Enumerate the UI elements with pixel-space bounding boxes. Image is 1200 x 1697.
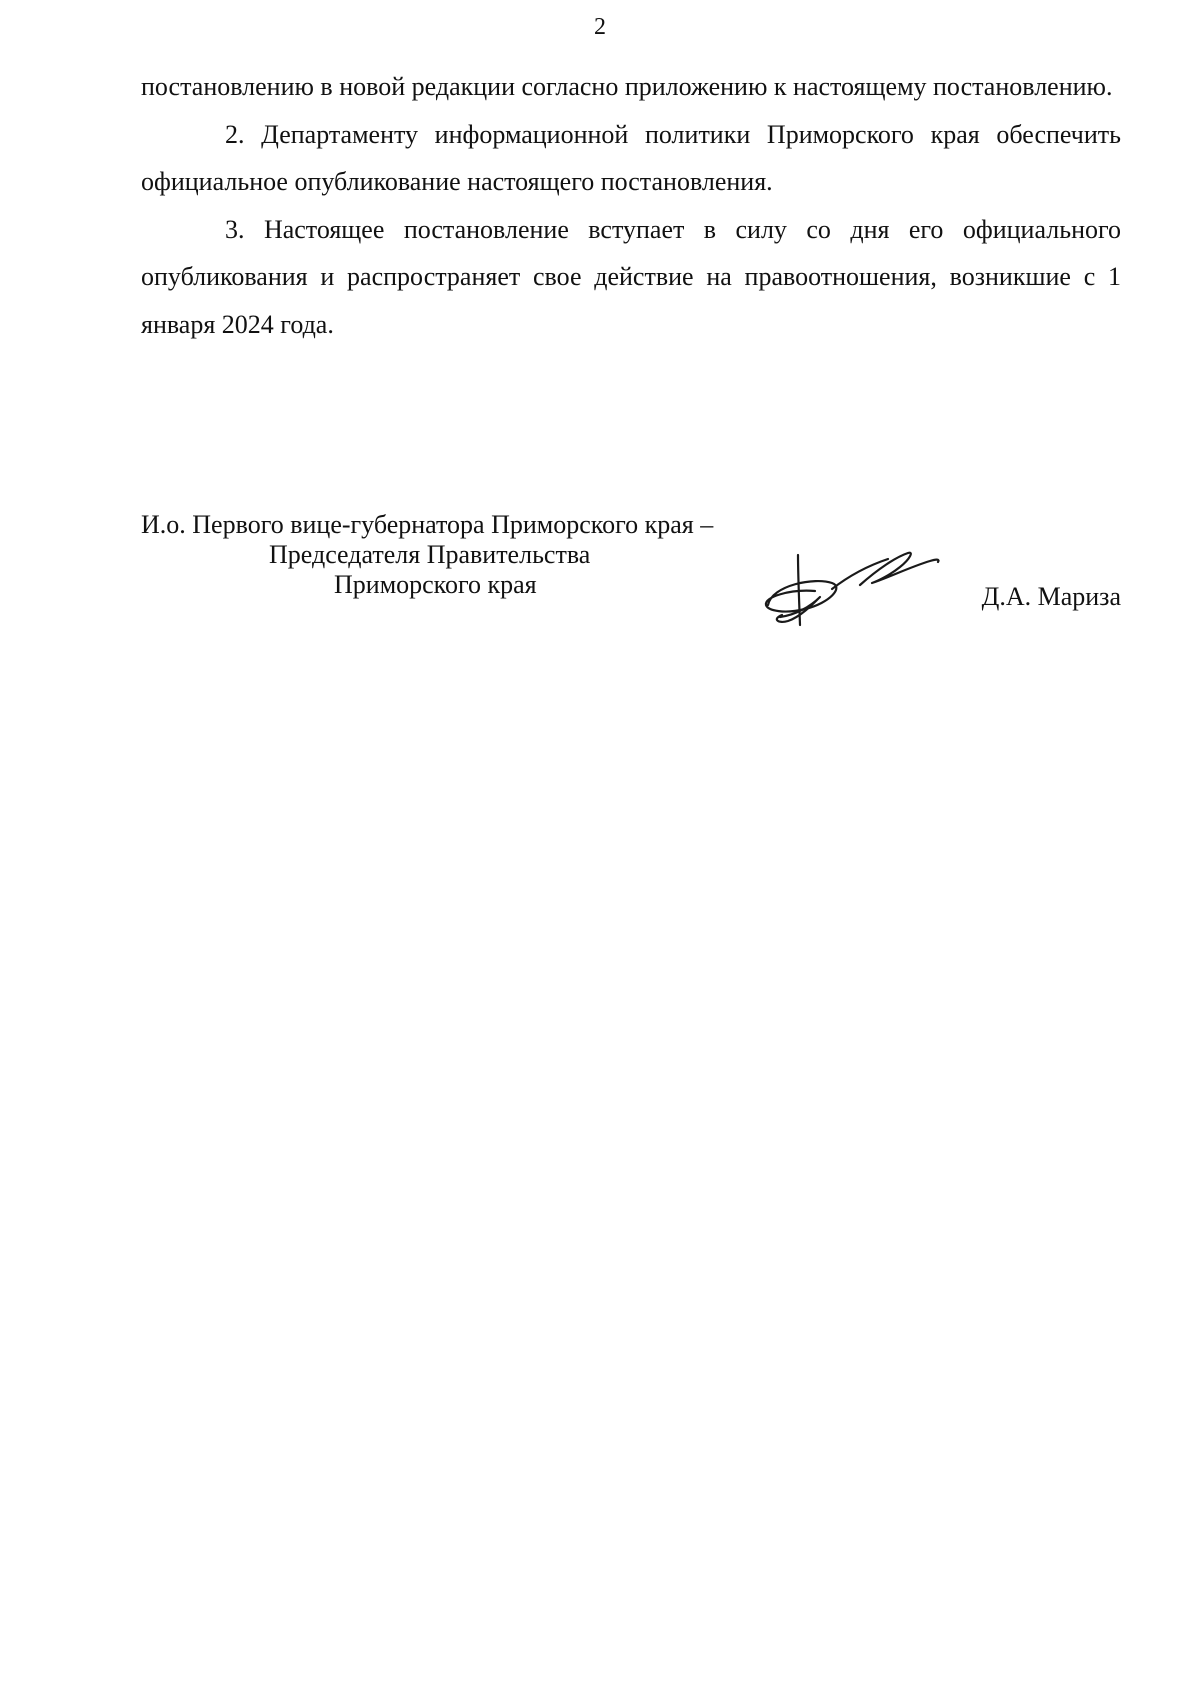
- page-number: 2: [594, 14, 606, 40]
- paragraph-3: 3. Настоящее постановление вступает в силу со дня его официального опубликования и распространяет свое действие на правоотношения, возникшие с 1 января 2024 года.: [141, 214, 1121, 339]
- signer-name: Д.А. Мариза: [981, 582, 1121, 611]
- signatory-title-line-3: Приморского края: [334, 570, 537, 599]
- handwritten-signature: [760, 545, 960, 630]
- document-body: [141, 63, 1121, 348]
- paragraph-continuation: постановлению в новой редакции согласно приложению к настоящему постановлению.: [141, 72, 1113, 101]
- signatory-title: [141, 510, 713, 600]
- paragraph-2: 2. Департаменту информационной политики Приморского края обеспечить официальное опубликование настоящего постановления.: [141, 119, 1121, 196]
- signatory-title-line-1: И.о. Первого вице-губернатора Приморского края –: [141, 510, 714, 539]
- signatory-title-line-2: Председателя Правительства: [269, 540, 591, 569]
